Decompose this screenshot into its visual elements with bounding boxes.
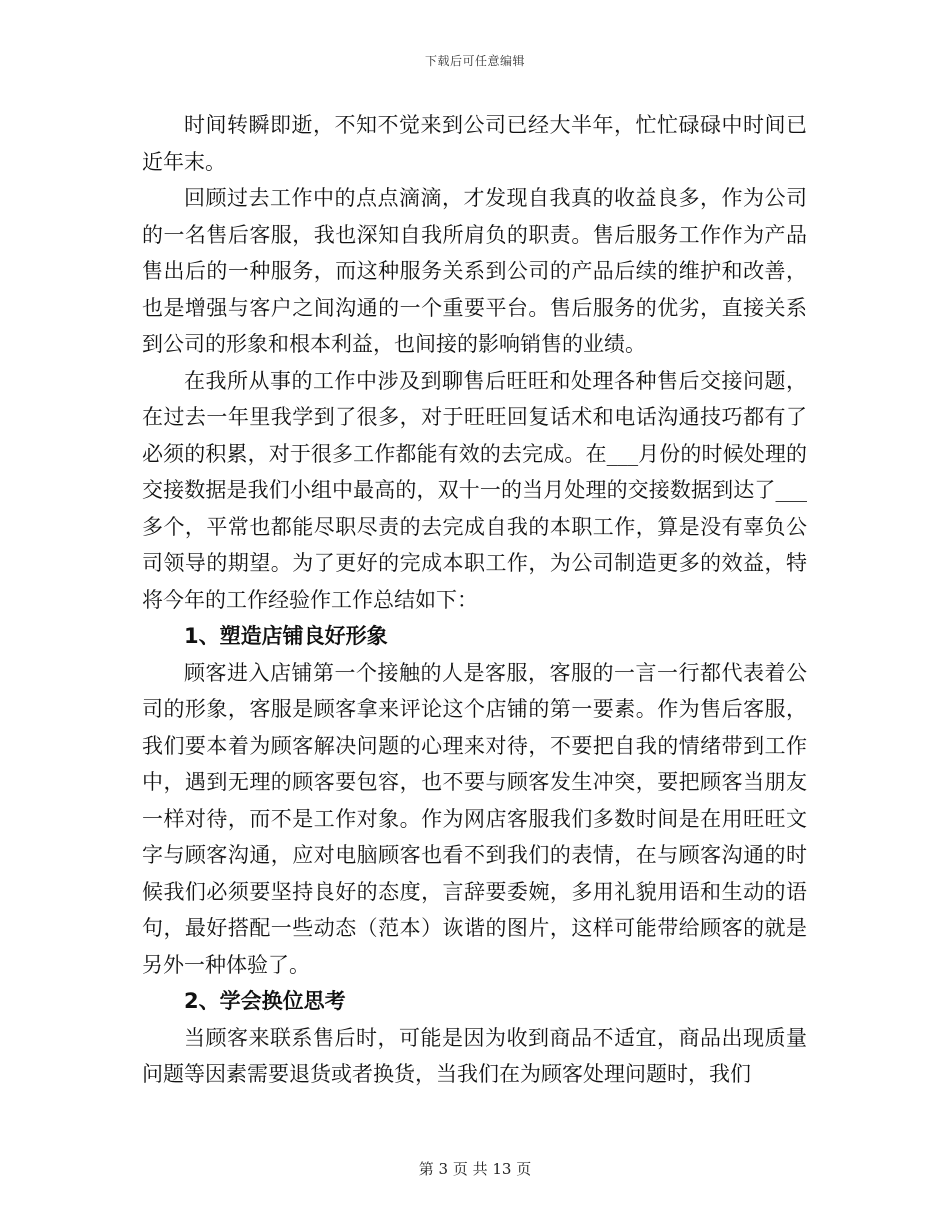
section-heading-2: 2、学会换位思考 <box>184 989 346 1013</box>
page-footer: 第 3 页 共 13 页 <box>418 1160 532 1178</box>
paragraph-work-summary: 在我所从事的工作中涉及到聊售后旺旺和处理各种售后交接问题，在过去一年里我学到了很多，对于旺旺回复话术和电话沟通技巧都有了必须的积累，对于很多工作都能有效的去完成。在___月份的时候处理的交接数据是我们小组中最高的，双十一的当月处理的交接数据到达了___多个，平常也都能尽职尽责的去完成自我的本职工作，算是没有辜负公司领导的期望。为了更好的完成本职工作，为公司制造更多的效益，特将今年的工作经验作工作总结如下： <box>142 368 807 612</box>
paragraph-store-image: 顾客进入店铺第一个接触的人是客服，客服的一言一行都代表着公司的形象，客服是顾客拿来评论这个店铺的第一要素。作为售后客服，我们要本着为顾客解决问题的心理来对待，不要把自我的情绪带到工作中，遇到无理的顾客要包容，也不要与顾客发生冲突，要把顾客当朋友一样对待，而不是工作对象。作为网店客服我们多数时间是在用旺旺文字与顾客沟通，应对电脑顾客也看不到我们的表情，在与顾客沟通的时候我们必须要坚持良好的态度，言辞要委婉，多用礼貌用语和生动的语句，最好搭配一些动态（范本）诙谐的图片，这样可能带给顾客的就是另外一种体验了。 <box>142 660 807 977</box>
section-heading-1: 1、塑造店铺良好形象 <box>184 624 388 648</box>
paragraph-empathy: 当顾客来联系售后时，可能是因为收到商品不适宜，商品出现质量问题等因素需要退货或者换货，当我们在为顾客处理问题时，我们 <box>142 1025 807 1086</box>
paragraph-intro: 时间转瞬即逝，不知不觉来到公司已经大半年，忙忙碌碌中时间已近年末。 <box>142 113 807 174</box>
page-header: 下载后可任意编辑 <box>424 54 525 68</box>
document-body <box>142 107 807 1093</box>
paragraph-review: 回顾过去工作中的点点滴滴，才发现自我真的收益良多，作为公司的一名售后客服，我也深知自我所肩负的职责。售后服务工作作为产品售出后的一种服务，而这种服务关系到公司的产品后续的维护和改善，也是增强与客户之间沟通的一个重要平台。售后服务的优劣，直接关系到公司的形象和根本利益，也间接的影响销售的业绩。 <box>142 186 807 356</box>
